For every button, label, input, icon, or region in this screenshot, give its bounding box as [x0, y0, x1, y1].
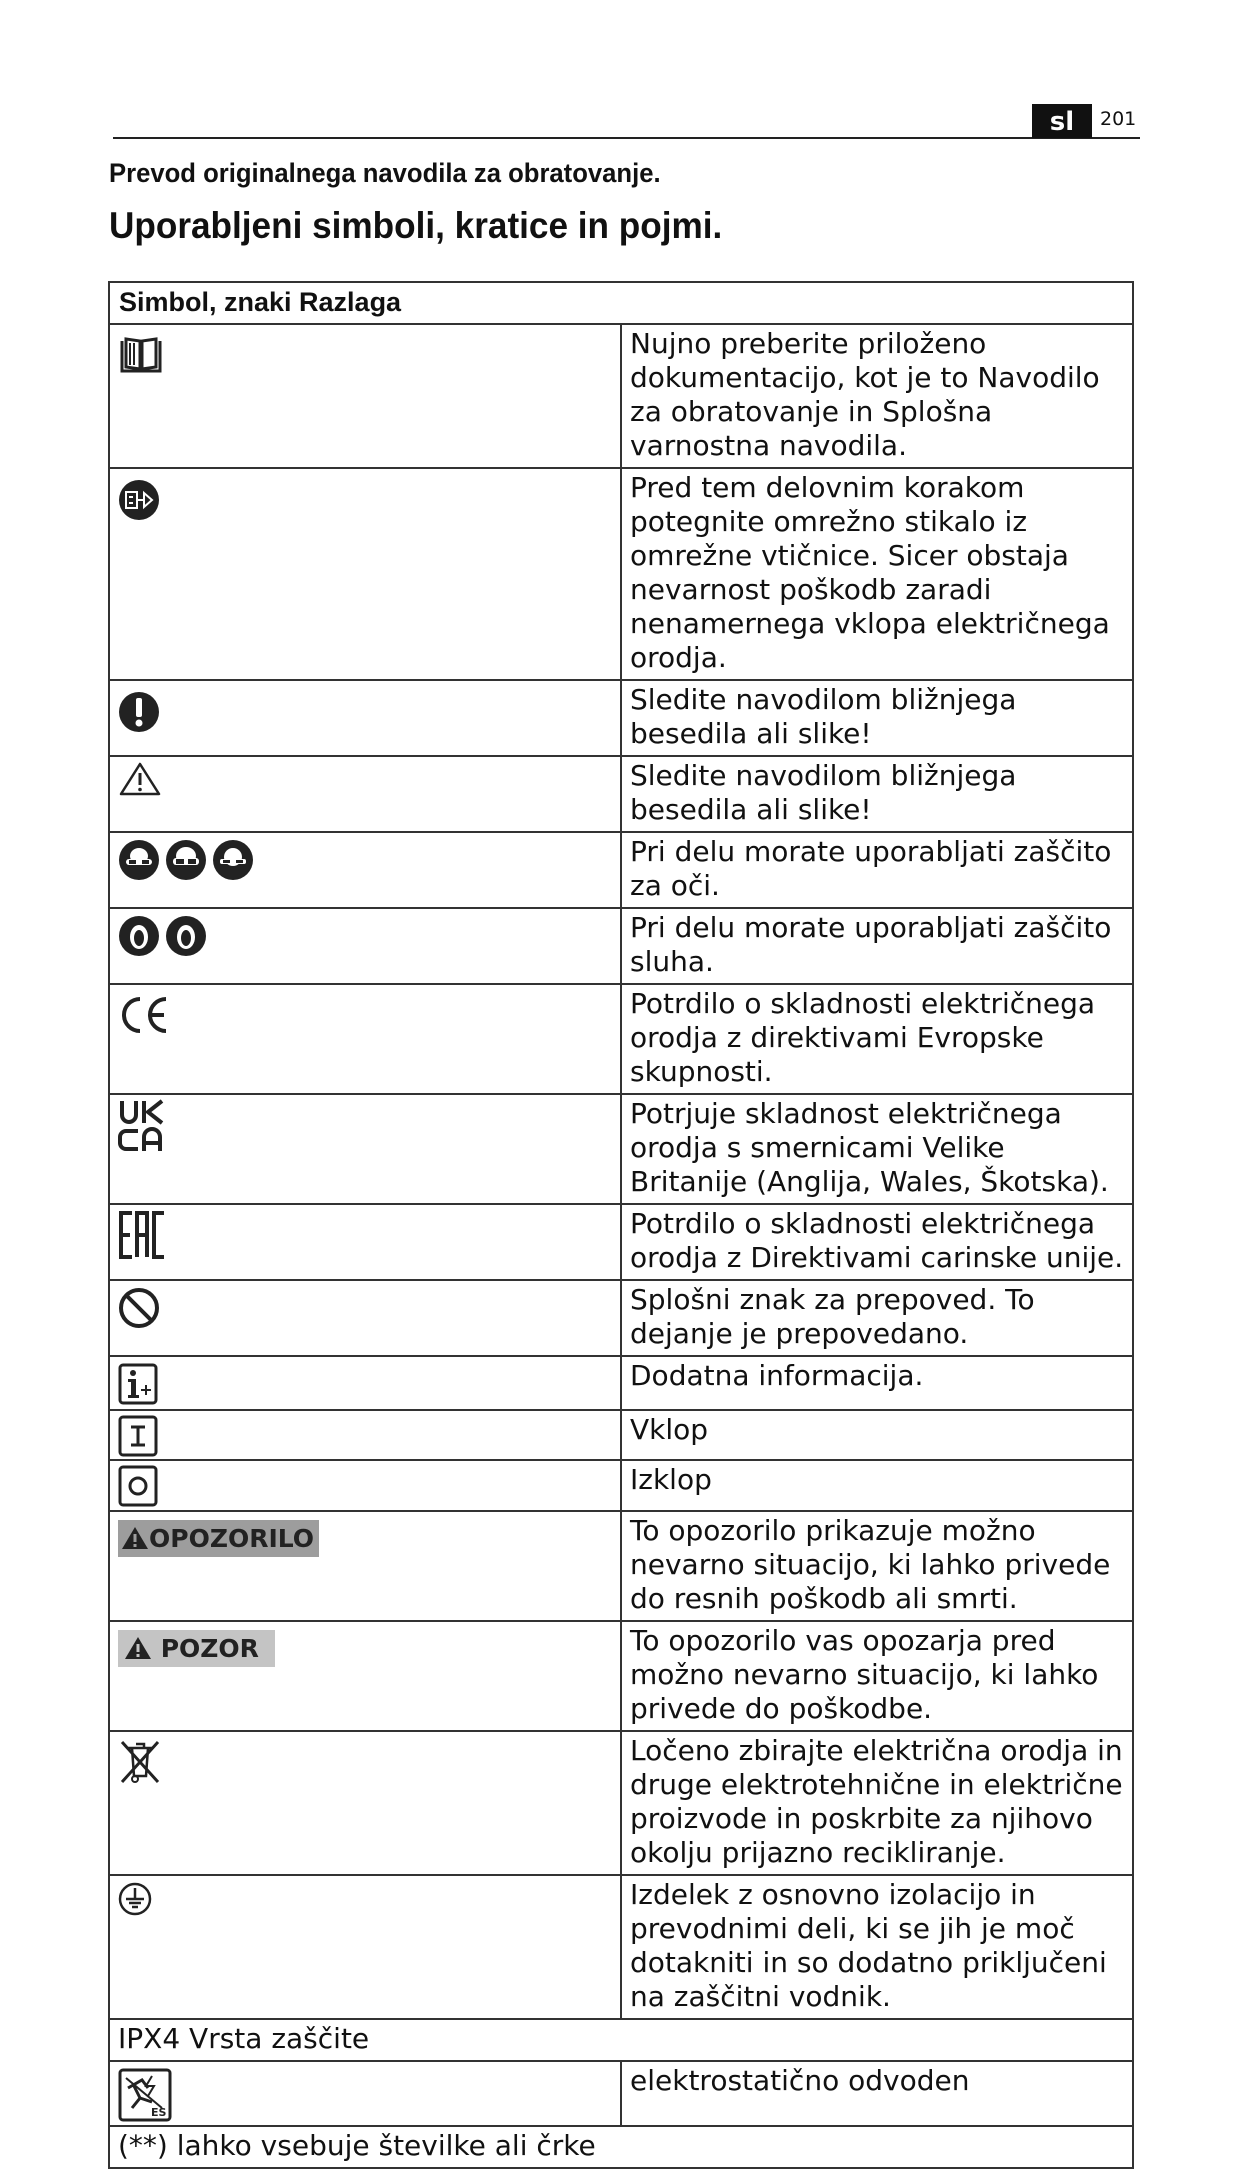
table-row [109, 832, 1133, 908]
eye-protection-icon [118, 839, 258, 881]
row-description: Sledite navodilom bližnjega besedila ali slike! [621, 756, 1133, 832]
language-badge: sl [1032, 104, 1092, 138]
row-description: Dodatna informacija. [621, 1356, 1133, 1410]
table-row [109, 680, 1133, 756]
table-row [109, 468, 1133, 680]
caution-badge-label: POZOR [160, 1634, 259, 1663]
row-description: Pri delu morate uporabljati zaščito sluha. [621, 908, 1133, 984]
table-header-row [109, 282, 1133, 324]
table-row [109, 1356, 1133, 1410]
row-description: Potrjuje skladnost električnega orodja s smernicami Velike Britanije (Anglija, Wales, Škotska). [621, 1094, 1133, 1204]
row-description: To opozorilo vas opozarja pred možno nevarno situacijo, ki lahko privede do poškodbe. [621, 1621, 1133, 1731]
row-description: Ločeno zbirajte električna orodja in druge elektrotehnične in električne proizvode in poskrbite za njihovo okolju prijazno recikliranje. [621, 1731, 1133, 1875]
warning-triangle-icon [124, 1636, 152, 1660]
manual-book-icon [118, 335, 164, 375]
row-description: Pred tem delovnim korakom potegnite omrežno stikalo iz omrežne vtičnice. Sicer obstaja nevarnost poškodb zaradi nenamernega vklopa električnega orodja. [621, 468, 1133, 680]
warning-badge-label: OPOZORILO [149, 1524, 315, 1553]
ce-mark-icon [118, 995, 172, 1035]
table-row [109, 2019, 1133, 2061]
table-row [109, 1280, 1133, 1356]
footnote-row: (**) lahko vsebuje številke ali črke [109, 2126, 1133, 2168]
warning-badge-icon [118, 1520, 319, 1557]
table-row [109, 1410, 1133, 1460]
ipx4-row: IPX4 Vrsta zaščite [109, 2019, 1133, 2061]
table-row [109, 1204, 1133, 1280]
warning-triangle-icon [121, 1526, 149, 1550]
row-description: Izdelek z osnovno izolacijo in prevodnimi deli, ki se jih je moč dotakniti in so dodatno priključeni na zaščitni vodnik. [621, 1875, 1133, 2019]
table-row [109, 2126, 1133, 2168]
table-row [109, 756, 1133, 832]
table-row [109, 2061, 1133, 2126]
unplug-mains-icon [118, 479, 160, 521]
table-row [109, 1731, 1133, 1875]
warning-triangle-icon [118, 761, 162, 797]
switch-off-icon [118, 1465, 158, 1507]
hearing-protection-icon [118, 915, 212, 957]
ukca-mark-icon [118, 1099, 170, 1155]
weee-bin-icon [118, 1738, 162, 1784]
table-row [109, 324, 1133, 468]
table-row [109, 1875, 1133, 2019]
row-description: Nujno preberite priloženo dokumentacijo, kot je to Navodilo za obratovanje in Splošna varnostna navodila. [621, 324, 1133, 468]
table-header: Simbol, znaki Razlaga [109, 282, 1133, 324]
protective-earth-icon [118, 1882, 152, 1916]
table-row [109, 1460, 1133, 1511]
row-description: Potrdilo o skladnosti električnega orodja z direktivami Evropske skupnosti. [621, 984, 1133, 1094]
table-row [109, 1511, 1133, 1621]
esd-icon-label: ES [151, 2106, 167, 2119]
esd-icon [118, 2068, 172, 2122]
table-row [109, 1621, 1133, 1731]
info-plus-icon [118, 1363, 158, 1405]
symbols-table [108, 281, 1134, 2169]
row-description: Vklop [621, 1410, 1133, 1460]
page-title: Uporabljeni simboli, kratice in pojmi. [109, 205, 723, 246]
table-row [109, 984, 1133, 1094]
row-description: To opozorilo prikazuje možno nevarno situacijo, ki lahko privede do resnih poškodb ali smrti. [621, 1511, 1133, 1621]
row-description: Pri delu morate uporabljati zaščito za oči. [621, 832, 1133, 908]
eac-mark-icon [118, 1211, 170, 1261]
row-description: Izklop [621, 1460, 1133, 1511]
switch-on-icon [118, 1415, 158, 1457]
row-description: elektrostatično odvoden [621, 2061, 1133, 2126]
header-rule [113, 137, 1140, 139]
table-row [109, 908, 1133, 984]
row-description: Sledite navodilom bližnjega besedila ali slike! [621, 680, 1133, 756]
row-description: Potrdilo o skladnosti električnega orodja z Direktivami carinske unije. [621, 1204, 1133, 1280]
document-subtitle: Prevod originalnega navodila za obratovanje. [109, 158, 661, 188]
table-row [109, 1094, 1133, 1204]
row-description: Splošni znak za prepoved. To dejanje je prepovedano. [621, 1280, 1133, 1356]
page-number: 201 [1100, 108, 1137, 130]
exclamation-circle-icon [118, 691, 160, 733]
prohibition-icon [118, 1287, 160, 1329]
caution-badge-icon [118, 1630, 275, 1667]
